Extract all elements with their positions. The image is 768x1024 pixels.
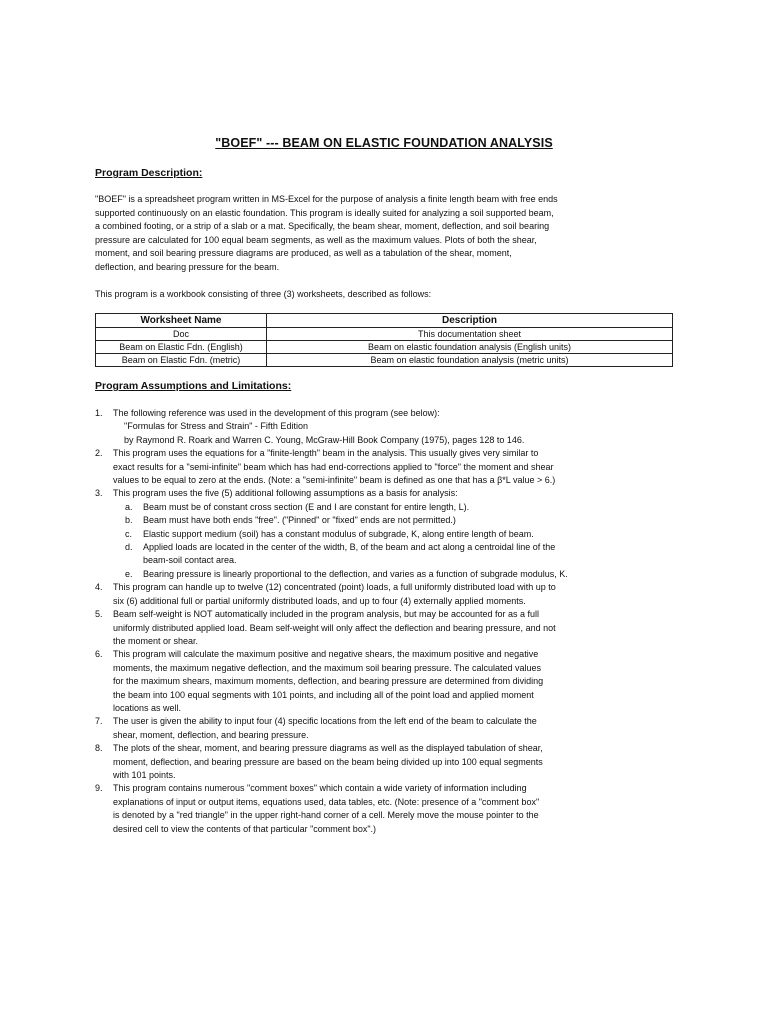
assumption-line: desired cell to view the contents of that particular "comment box".) — [113, 823, 377, 834]
assumption-line: uniformly distributed applied load. Beam self-weight will only affect the deflection and bearing pressure, and not — [113, 622, 556, 633]
assumption-line: This program uses the five (5) additional following assumptions as a basis for analysis: — [113, 488, 458, 499]
assumption-line: This program can handle up to twelve (12) concentrated (point) loads, a full uniformly distributed load with up to — [113, 582, 556, 593]
assumptions-heading: Program Assumptions and Limitations: — [95, 380, 292, 392]
assumption-line: The user is given the ability to input four (4) specific locations from the left end of the beam to calculate the — [113, 716, 537, 727]
assumption-line: moments, the maximum negative deflection, and the maximum soil bearing pressure. The calculated values — [113, 662, 542, 673]
assumption-number: 6. — [95, 649, 103, 660]
assumption-line: the moment or shear. — [113, 635, 199, 646]
description-line: deflection, and bearing pressure for the beam. — [95, 261, 280, 272]
header-worksheet-name: Worksheet Name — [96, 314, 267, 328]
description-line: "BOEF" is a spreadsheet program written in MS-Excel for the purpose of analysis a finite length beam with free ends — [95, 194, 558, 204]
sub-assumption-letter: b. — [125, 515, 133, 526]
assumption-line: Beam self-weight is NOT automatically included in the program analysis, but may be accounted for as a full — [113, 609, 540, 620]
assumption-item — [95, 782, 675, 836]
assumption-number: 9. — [95, 783, 103, 794]
assumption-line: explanations of input or output items, equations used, data tables, etc. (Note: presence of a "comment box" — [113, 796, 540, 807]
assumption-line: moment, deflection, and bearing pressure are based on the beam being divided up into 100 equal segments — [113, 756, 543, 767]
assumption-line: is denoted by a "red triangle" in the upper right-hand corner of a cell. Merely move the mouse pointer to the — [113, 810, 539, 821]
assumption-line: with 101 points. — [113, 769, 176, 780]
assumption-line: The plots of the shear, moment, and bearing pressure diagrams as well as the displayed tabulation of shear, — [113, 743, 543, 754]
reference-line: "Formulas for Stress and Strain" - Fifth Edition — [124, 421, 308, 432]
table-row — [96, 341, 673, 354]
assumption-item — [95, 742, 675, 782]
assumption-item — [95, 447, 675, 487]
sub-assumption-letter: e. — [125, 568, 133, 579]
sub-assumption-letter: d. — [125, 542, 133, 553]
assumption-item — [95, 648, 675, 715]
sub-assumption-letter: a. — [125, 501, 133, 512]
assumption-item — [95, 581, 675, 608]
table-row — [96, 328, 673, 341]
sub-assumption-item — [113, 514, 675, 527]
sub-assumption-line: Beam must have both ends "free". ("Pinned" or "fixed" ends are not permitted.) — [143, 515, 456, 526]
assumption-line: This program contains numerous "comment boxes" which contain a wide variety of information including — [113, 783, 527, 794]
sub-assumption-item — [113, 541, 675, 568]
assumption-number: 5. — [95, 609, 103, 620]
assumption-line: locations as well. — [113, 702, 182, 713]
document-title: "BOEF" --- BEAM ON ELASTIC FOUNDATION ANALYSIS — [215, 136, 553, 150]
sub-assumption-line: Bearing pressure is linearly proportional to the deflection, and varies as a function of subgrade modulus, K. — [143, 568, 568, 579]
assumption-line: for the maximum shears, maximum moments, deflection, and bearing pressure are determined from dividing — [113, 676, 544, 687]
description-line: a combined footing, or a strip of a slab or a mat. Specifically, the beam shear, moment, deflection, and soil bearing — [95, 221, 550, 231]
description-line: moment, and soil bearing pressure diagrams are produced, as well as a tabulation of the shear, moment, — [95, 248, 512, 258]
sub-assumption-line: Beam must be of constant cross section (E and I are constant for entire length, L). — [143, 501, 470, 512]
assumption-number: 2. — [95, 448, 103, 459]
sub-assumption-item — [113, 501, 675, 514]
description-line: supported continuously on an elastic foundation. This program is ideally suited for analyzing a soil supported beam, — [95, 207, 554, 218]
header-description: Description — [267, 314, 673, 328]
assumption-number: 3. — [95, 488, 103, 499]
worksheet-name-cell: Beam on Elastic Fdn. (English) — [96, 341, 267, 354]
worksheet-description-cell: This documentation sheet — [267, 328, 673, 341]
worksheet-name-cell: Beam on Elastic Fdn. (metric) — [96, 354, 267, 367]
assumption-line: exact results for a "semi-infinite" beam which has had end-corrections applied to "force" the moment and shear — [113, 461, 554, 472]
assumption-line: This program will calculate the maximum positive and negative shears, the maximum positive and negative — [113, 649, 539, 660]
reference-line: by Raymond R. Roark and Warren C. Young, McGraw-Hill Book Company (1975), pages 128 to 146. — [124, 434, 525, 445]
program-description-heading: Program Description: — [95, 167, 203, 179]
assumption-line: values to be equal to zero at the ends. (Note: a "semi-infinite" beam is defined as one that has a β*L value > 6.) — [113, 475, 556, 486]
worksheet-description-cell: Beam on elastic foundation analysis (metric units) — [267, 354, 673, 367]
sub-assumption-letter: c. — [125, 528, 133, 539]
description-line: pressure are calculated for 100 equal beam segments, as well as the maximum values. Plots of both the shear, — [95, 234, 537, 245]
assumption-number: 1. — [95, 408, 103, 418]
assumptions-list — [95, 407, 675, 836]
sub-assumption-line: Applied loads are located in the center of the width, B, of the beam and act along a centroidal line of the — [143, 542, 556, 553]
assumption-line: shear, moment, deflection, and bearing pressure. — [113, 729, 309, 740]
assumption-line: the beam into 100 equal segments with 101 points, and including all of the point load and applied moment — [113, 689, 534, 700]
worksheet-table — [95, 313, 673, 367]
assumption-item — [95, 608, 675, 648]
sub-assumption-item — [113, 528, 675, 541]
worksheet-name-cell: Doc — [96, 328, 267, 341]
sub-assumption-item — [113, 568, 675, 581]
assumption-number: 7. — [95, 716, 103, 727]
assumption-line: The following reference was used in the development of this program (see below): — [113, 408, 440, 418]
assumption-item — [95, 487, 675, 581]
assumption-number: 8. — [95, 743, 103, 754]
sub-assumption-line: beam-soil contact area. — [143, 555, 237, 566]
table-row — [96, 354, 673, 367]
program-description-text — [95, 193, 655, 274]
assumption-line: This program uses the equations for a "finite-length" beam in the analysis. This usually gives very similar to — [113, 448, 539, 459]
worksheet-table-header — [96, 314, 673, 328]
sub-assumption-line: Elastic support medium (soil) has a constant modulus of subgrade, K, along entire length of beam. — [143, 528, 534, 539]
assumption-item — [95, 407, 675, 447]
workbook-intro: This program is a workbook consisting of three (3) worksheets, described as follows: — [95, 289, 432, 299]
worksheet-description-cell: Beam on elastic foundation analysis (English units) — [267, 341, 673, 354]
assumption-number: 4. — [95, 582, 103, 593]
assumption-line: six (6) additional full or partial uniformly distributed loads, and up to four (4) externally applied moments. — [113, 595, 526, 606]
assumption-item — [95, 715, 675, 742]
